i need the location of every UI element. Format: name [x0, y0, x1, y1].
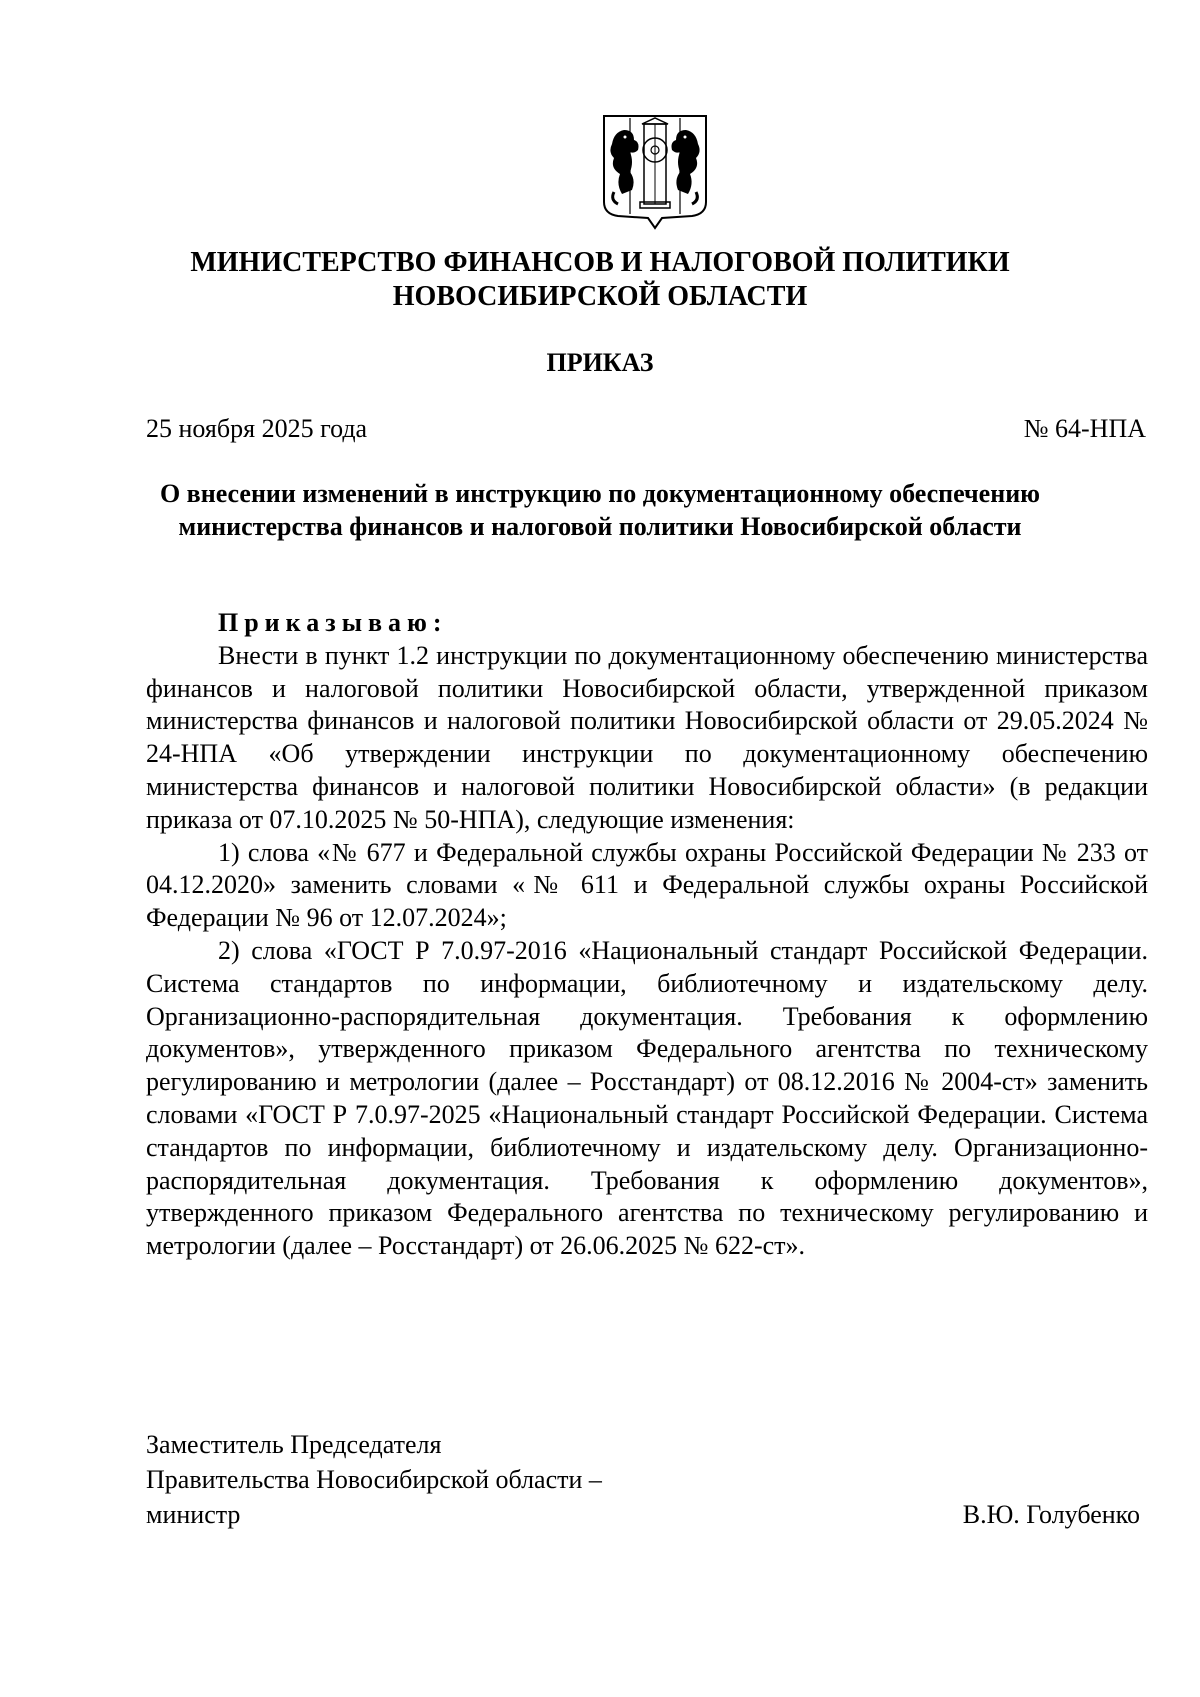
signatory-position-line: Заместитель Председателя — [146, 1430, 442, 1459]
document-body — [146, 607, 1148, 1263]
body-paragraph: 1) слова «№ 677 и Федеральной службы охраны Российской Федерации № 233 от 04.12.2020» заменить словами «№ 611 и Федеральной службы охраны Российской Федерации № 96 от 12.07.2024»; — [146, 837, 1148, 933]
document-subject — [0, 477, 1200, 543]
body-paragraph: Внести в пункт 1.2 инструкции по документационному обеспечению министерства финансов и налоговой политики Новосибирской области, утвержденной приказом министерства финансов и налоговой политики Новосибирской области от 29.05.2024 № 24-НПА «Об утверждении инструкции по документационному обеспечению министерства финансов и налоговой политики Новосибирской области» (в редакции приказа от 07.10.2025 № 50-НПА), следующие изменения: — [146, 640, 1148, 834]
document-type: ПРИКАЗ — [546, 348, 654, 377]
ministry-name — [0, 246, 1200, 314]
novosibirsk-coat-of-arms-icon — [600, 114, 710, 230]
signatory-position — [146, 1427, 602, 1532]
signatory-position-line: Правительства Новосибирской области – — [146, 1465, 602, 1494]
ministry-name-line: НОВОСИБИРСКОЙ ОБЛАСТИ — [392, 281, 808, 312]
subject-line: министерства финансов и налоговой политики Новосибирской области — [178, 512, 1022, 541]
signatory-name: В.Ю. Голубенко — [962, 1500, 1140, 1529]
subject-line: О внесении изменений в инструкцию по документационному обеспечению — [159, 479, 1041, 508]
body-paragraph: 2) слова «ГОСТ Р 7.0.97-2016 «Национальный стандарт Российской Федерации. Система стандартов по информации, библиотечному и издательскому делу. Организационно-распорядительная документация. Требования к оформлению документов», утвержденного приказом Федерального агентства по техническому регулированию и метрологии (далее – Росстандарт) от 08.12.2016 № 2004-ст» заменить словами «ГОСТ Р 7.0.97-2025 «Национальный стандарт Российской Федерации. Система стандартов по информации, библиотечному и издательскому делу. Организационно-распорядительная документация. Требования к оформлению документов», утвержденного приказом Федерального агентства по техническому регулированию и метрологии (далее – Росстандарт) от 26.06.2025 № 622-ст». — [146, 935, 1148, 1261]
ministry-name-line: МИНИСТЕРСТВО ФИНАНСОВ И НАЛОГОВОЙ ПОЛИТИКИ — [190, 247, 1010, 278]
document-date: 25 ноября 2025 года — [146, 414, 368, 443]
order-word: Приказываю: — [218, 608, 448, 637]
document-number: № 64-НПА — [1023, 414, 1146, 443]
signatory-position-line: министр — [146, 1500, 241, 1529]
